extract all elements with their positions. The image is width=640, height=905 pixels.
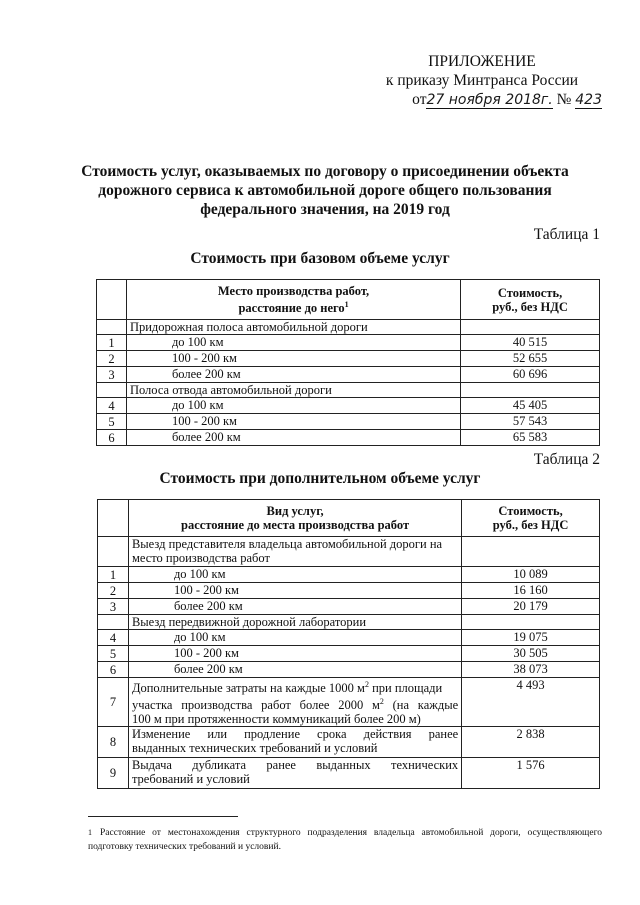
table-row: 6 более 200 км 65 583	[97, 430, 600, 446]
table1-label: Таблица 1	[533, 226, 600, 243]
table2-header-service: Вид услуг, расстояние до места производства работ	[128, 500, 461, 537]
table2-row7-text: Дополнительные затраты на каждые 1000 $м^2$ при площади участка производства работ более 2000 $м^2$ (на каждые 100 м при протяженности коммуникаций более 200 м)	[128, 678, 461, 727]
number-prefix: №	[556, 91, 572, 108]
appendix-title: ПРИЛОЖЕНИЕ	[428, 53, 536, 70]
table-row: 5 100 - 200 км 30 505	[98, 646, 600, 662]
handwritten-number: 423	[575, 92, 602, 108]
table-row: 2 100 - 200 км 16 160	[98, 583, 600, 599]
table1-title: Стоимость при базовом объеме услуг	[190, 250, 450, 267]
table2-group2-label: Выезд передвижной дорожной лаборатории	[128, 615, 461, 630]
appendix-block	[362, 52, 602, 109]
table2	[97, 499, 600, 789]
table1-group2-label: Полоса отвода автомобильной дороги	[126, 383, 460, 398]
table-row: 9 Выдача дубликата ранее выданных технических требований и условий 1 576	[98, 758, 600, 789]
table2-group-row	[98, 537, 600, 567]
table-row: 3 более 200 км 20 179	[98, 599, 600, 615]
table2-row9-text: Выдача дубликата ранее выданных технических требований и условий	[128, 758, 461, 789]
table1-group-row	[97, 320, 600, 335]
table1-header-cost: Стоимость, руб., без НДС	[461, 280, 600, 320]
table-row: 4 до 100 км 19 075	[98, 630, 600, 646]
table2-group-row	[98, 615, 600, 630]
table-row: 1 до 100 км 10 089	[98, 567, 600, 583]
document-title: Стоимость услуг, оказываемых по договору о присоединении объекта дорожного сервиса к автомобильной дороге общего пользования федерального значения, на 2019 год	[81, 163, 569, 218]
table2-header-num	[98, 500, 129, 537]
table2-label: Таблица 2	[533, 451, 600, 468]
table-row: 3 более 200 км 60 696	[97, 367, 600, 383]
table-row: 2 100 - 200 км 52 655	[97, 351, 600, 367]
table1-header-place: Место производства работ, расстояние до него$^1$	[126, 280, 460, 320]
footnote	[88, 826, 602, 854]
table1-group-row	[97, 383, 600, 398]
table-row: 7 Дополнительные затраты на каждые 1000 $м^2$ при площади участка производства работ более 2000 $м^2$ (на каждые 100 м при протяженности коммуникаций более 200 м) 4 493	[98, 678, 600, 727]
table-row: 4 до 100 км 45 405	[97, 398, 600, 414]
handwritten-date: 27 ноября 2018г.	[426, 92, 553, 108]
table2-row8-text: Изменение или продление срока действия ранее выданных технических требований и условий	[128, 727, 461, 758]
date-prefix: от	[412, 91, 427, 108]
table2-title: Стоимость при дополнительном объеме услуг	[159, 470, 481, 487]
table2-group1-label: Выезд представителя владельца автомобильной дороги на место производства работ	[128, 537, 461, 567]
table-row: 6 более 200 км 38 073	[98, 662, 600, 678]
footnote-divider	[88, 816, 238, 817]
table-row: 1 до 100 км 40 515	[97, 335, 600, 351]
footnote-mark: 1	[88, 828, 92, 837]
table1	[96, 279, 600, 446]
appendix-order-line: к приказу Минтранса России	[385, 72, 579, 89]
table-row: 8 Изменение или продление срока действия ранее выданных технических требований и условий 2 838	[98, 727, 600, 758]
footnote-text: Расстояние от местонахождения структурного подразделения владельца автомобильной дороги, осуществляющего подготовку технических требований и условий.	[88, 828, 602, 852]
appendix-date-line	[362, 90, 602, 109]
table1-header-num	[97, 280, 127, 320]
table1-group1-label: Придорожная полоса автомобильной дороги	[126, 320, 460, 335]
table2-header-cost: Стоимость, руб., без НДС	[462, 500, 600, 537]
table-row: 5 100 - 200 км 57 543	[97, 414, 600, 430]
